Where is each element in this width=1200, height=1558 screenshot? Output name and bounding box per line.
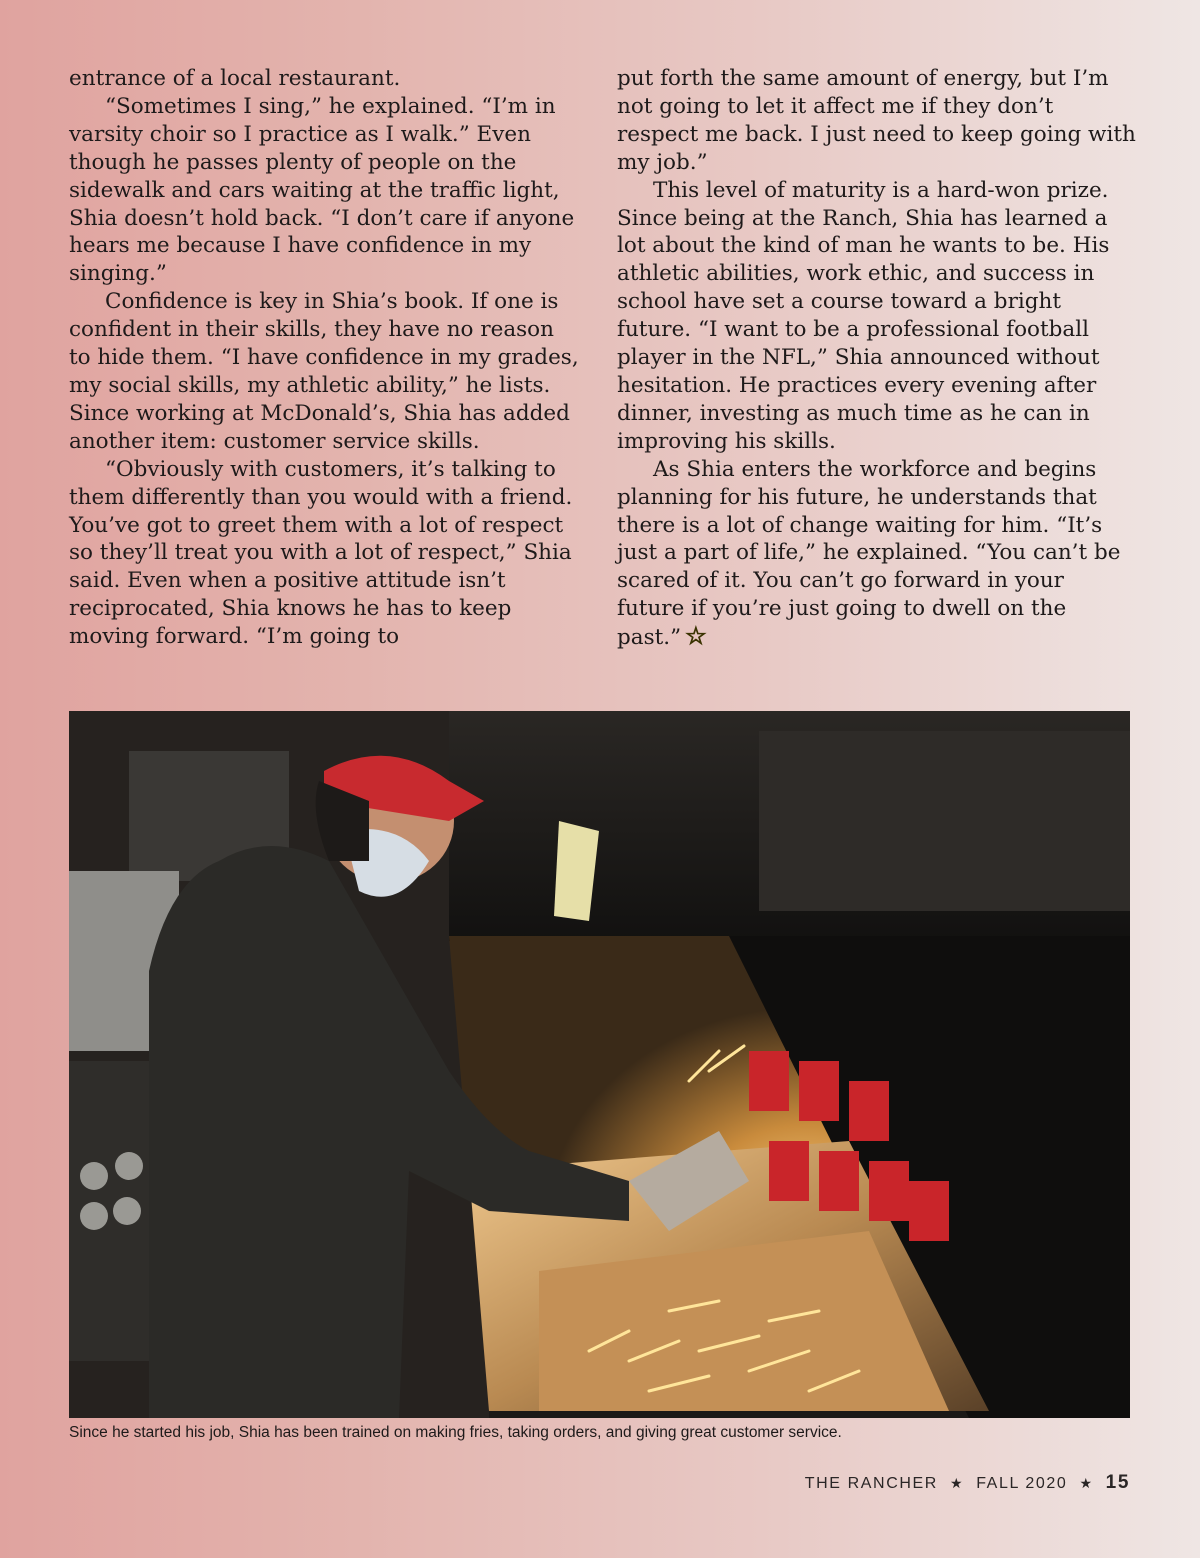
photo-caption: Since he started his job, Shia has been trained on making fries, taking orders, and giving great customer service. bbox=[69, 1424, 842, 1441]
paragraph: “Obviously with customers, it’s talking to them differently than you would with a friend. You’ve got to greet them with a lot of respect so they’ll treat you with a lot of respect,” Shia said. Even when a positive attitude isn’t reciprocated, Shia knows he has to keep moving forward. “I’m going to bbox=[69, 456, 573, 650]
paragraph: This level of maturity is a hard-won prize. Since being at the Ranch, Shia has learned a lot about the kind of man he wants to be. His athletic abilities, work ethic, and success in school have set a course toward a bright future. “I want to be a professional football player in the NFL,” Shia announced without hesitation. He practices every evening after dinner, investing as much time as he can in improving his skills. bbox=[617, 177, 1110, 454]
paragraph: “Sometimes I sing,” he explained. “I’m in varsity choir so I practice as I walk.” Even though he passes plenty of people on the sidewalk and cars waiting at the traffic light, Shia doesn’t hold back. “I don’t care if anyone hears me because I have confidence in my singing.” bbox=[69, 93, 575, 287]
paragraph: put forth the same amount of energy, but I’m not going to let it affect me if they don’t respect me back. I just need to keep going with my job.” bbox=[617, 66, 1136, 175]
publication-name: THE RANCHER bbox=[804, 1475, 938, 1492]
paragraph bbox=[617, 456, 1137, 652]
article-column-left bbox=[69, 65, 579, 651]
article-column-right bbox=[617, 65, 1137, 652]
separator-star-icon: ★ bbox=[949, 1475, 965, 1491]
page-footer bbox=[805, 1472, 1130, 1494]
end-star-icon: ☆ bbox=[685, 622, 707, 651]
paragraph: entrance of a local restaurant. bbox=[69, 66, 401, 91]
fry-station-photo bbox=[69, 711, 1130, 1418]
issue-label: FALL 2020 bbox=[976, 1475, 1068, 1492]
paragraph-text: As Shia enters the workforce and begins planning for his future, he understands that there is a lot of change waiting for him. “It’s just a part of life,” he explained. “You can’t be scared of it. You can’t go forward in your future if you’re just going to dwell on the past.” bbox=[617, 456, 1121, 651]
paragraph: Confidence is key in Shia’s book. If one is confident in their skills, they have no reason to hide them. “I have confidence in my grades, my social skills, my athletic ability,” he lists. Since working at McDonald’s, Shia has added another item: customer service skills. bbox=[69, 289, 579, 454]
separator-star-icon: ★ bbox=[1079, 1475, 1094, 1491]
page-number: 15 bbox=[1105, 1472, 1130, 1493]
